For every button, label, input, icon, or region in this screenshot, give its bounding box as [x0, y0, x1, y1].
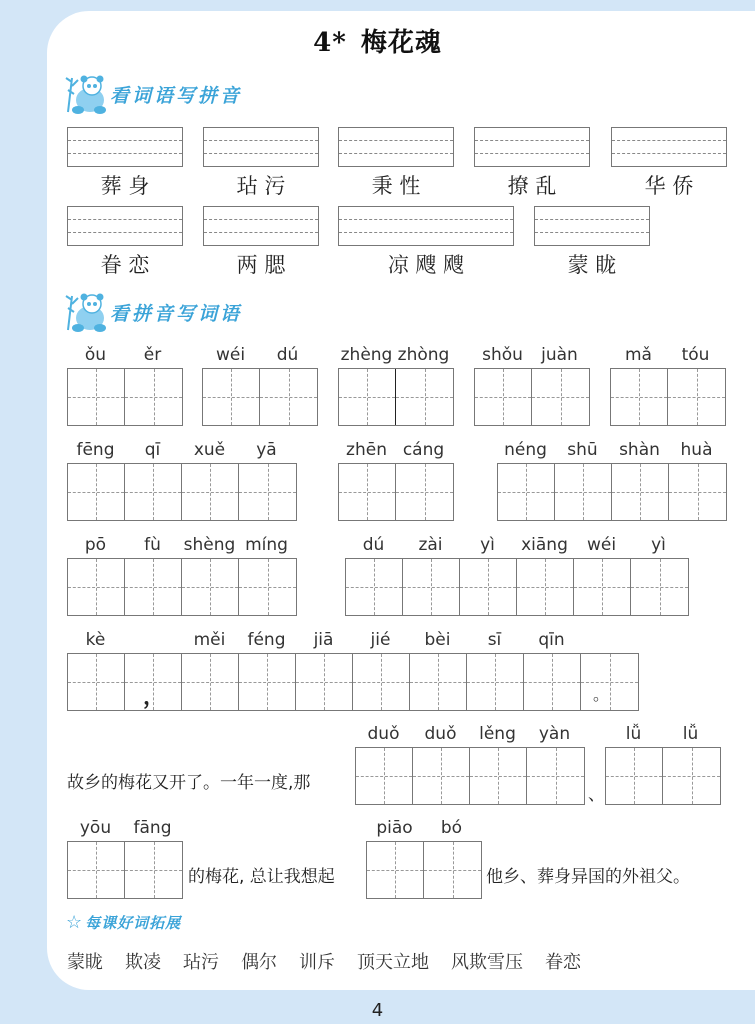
pinyin-syllable: dú — [276, 345, 299, 365]
pinyin-label-group — [474, 345, 588, 365]
character-grid[interactable] — [338, 368, 454, 426]
pinyin-input-box[interactable] — [611, 127, 727, 167]
pinyin-syllable: zhēn — [346, 440, 387, 460]
pinyin-syllable: huà — [680, 440, 713, 460]
pinyin-syllable: dú — [362, 535, 385, 555]
pinyin-syllable: míng — [245, 535, 288, 555]
extension-word: 偶尔 — [241, 952, 277, 973]
word-chars: 两 腮 — [236, 253, 286, 277]
character-grid[interactable] — [605, 747, 721, 805]
pinyin-syllable: yàn — [538, 724, 571, 744]
extension-word: 训斥 — [299, 952, 335, 973]
pinyin-syllable: wéi — [215, 345, 246, 365]
character-grid[interactable] — [67, 558, 297, 616]
pinyin-syllable: zài — [418, 535, 443, 555]
pinyin-syllable: xuě — [193, 440, 226, 460]
pinyin-label-group — [67, 630, 637, 650]
page-title — [0, 22, 755, 59]
pinyin-label-group — [345, 535, 687, 555]
pinyin-syllable: sī — [487, 630, 502, 650]
pinyin-label-group — [67, 535, 295, 555]
pinyin-label-group — [338, 440, 452, 460]
extension-word: 风欺雪压 — [451, 952, 523, 973]
pinyin-syllable: duǒ — [367, 724, 400, 744]
pinyin-syllable: féng — [247, 630, 286, 650]
extension-word: 眷恋 — [545, 952, 581, 973]
pinyin-syllable: ǒu — [84, 345, 107, 365]
pinyin-syllable: lǚ — [625, 724, 642, 744]
extension-word: 蒙眬 — [67, 952, 103, 973]
character-grid[interactable] — [67, 841, 183, 899]
character-grid[interactable] — [474, 368, 590, 426]
character-grid[interactable] — [338, 463, 454, 521]
word-chars: 葬 身 — [100, 174, 150, 198]
character-grid[interactable] — [67, 653, 639, 711]
word-chars: 撩 乱 — [507, 174, 557, 198]
pinyin-syllable: zhèng — [340, 345, 393, 365]
pinyin-syllable: yōu — [79, 818, 112, 838]
section-label: 看拼音写词语 — [110, 302, 243, 325]
sentence-suffix: 他乡、葬身异国的外祖父。 — [486, 867, 690, 887]
pinyin-label-group — [67, 440, 295, 460]
pinyin-input-box[interactable] — [67, 206, 183, 246]
panda-bamboo-icon — [64, 290, 108, 334]
section-header-write-pinyin — [64, 72, 242, 116]
pinyin-label-group — [67, 818, 181, 838]
pinyin-syllable: piāo — [376, 818, 413, 838]
character-grid[interactable] — [355, 747, 585, 805]
character-grid[interactable] — [366, 841, 482, 899]
word-chars: 眷 恋 — [100, 253, 150, 277]
pinyin-label-group — [605, 724, 719, 744]
pinyin-label-group — [202, 345, 316, 365]
character-grid[interactable] — [67, 463, 297, 521]
character-grid[interactable] — [345, 558, 689, 616]
comma-mark: ， — [143, 685, 166, 710]
pinyin-syllable: shèng — [183, 535, 236, 555]
pinyin-syllable: kè — [85, 630, 106, 650]
pinyin-syllable: bó — [440, 818, 463, 838]
pinyin-label-group — [366, 818, 480, 838]
extension-word-list — [67, 948, 603, 974]
word-chars: 华 侨 — [644, 174, 694, 198]
pinyin-syllable: jiā — [313, 630, 334, 650]
pinyin-label-group — [338, 345, 452, 365]
pinyin-syllable: zhòng — [397, 345, 450, 365]
pinyin-syllable: jié — [370, 630, 391, 650]
pinyin-syllable: lǚ — [682, 724, 699, 744]
pinyin-syllable: yì — [651, 535, 666, 555]
page-number: 4 — [371, 1000, 384, 1021]
pinyin-syllable: yā — [256, 440, 277, 460]
lesson-number: 4* — [313, 28, 347, 58]
pinyin-syllable: duǒ — [424, 724, 457, 744]
pinyin-syllable: shǒu — [482, 345, 523, 365]
pinyin-syllable: pō — [84, 535, 107, 555]
word-chars: 蒙 眬 — [567, 253, 617, 277]
pinyin-syllable: qīn — [538, 630, 565, 650]
pinyin-syllable: shū — [567, 440, 598, 460]
pinyin-syllable: xiāng — [521, 535, 568, 555]
extension-header — [66, 912, 181, 933]
word-chars: 玷 污 — [236, 174, 286, 198]
sentence-middle: 的梅花, 总让我想起 — [188, 867, 335, 887]
separator-mark: 、 — [588, 785, 605, 805]
extension-word: 玷污 — [183, 952, 219, 973]
pinyin-input-box[interactable] — [534, 206, 650, 246]
pinyin-syllable: wéi — [586, 535, 617, 555]
pinyin-label-group — [497, 440, 725, 460]
pinyin-syllable: ěr — [143, 345, 162, 365]
character-grid[interactable] — [67, 368, 183, 426]
pinyin-syllable: néng — [504, 440, 547, 460]
pinyin-syllable: juàn — [541, 345, 578, 365]
extension-label: 每课好词拓展 — [85, 914, 182, 932]
word-chars: 秉 性 — [371, 174, 421, 198]
pinyin-label-group — [67, 345, 181, 365]
star-icon: ☆ — [66, 912, 84, 933]
pinyin-input-box[interactable] — [338, 127, 454, 167]
character-grid[interactable] — [610, 368, 726, 426]
section-header-write-words — [64, 290, 242, 334]
pinyin-input-box[interactable] — [474, 127, 590, 167]
pinyin-input-box[interactable] — [203, 206, 319, 246]
extension-word: 顶天立地 — [357, 952, 429, 973]
pinyin-syllable: fāng — [133, 818, 172, 838]
word-chars: 凉 飕 飕 — [387, 253, 465, 277]
pinyin-syllable: mǎ — [625, 345, 652, 365]
character-grid[interactable] — [202, 368, 318, 426]
pinyin-syllable: cáng — [402, 440, 445, 460]
pinyin-syllable: fù — [144, 535, 161, 555]
pinyin-input-box[interactable] — [338, 206, 514, 246]
pinyin-syllable: lěng — [479, 724, 516, 744]
pinyin-syllable — [124, 630, 181, 650]
pinyin-syllable: yì — [480, 535, 495, 555]
panda-bamboo-icon — [64, 72, 108, 116]
sentence-prefix: 故乡的梅花又开了。一年一度,那 — [67, 773, 311, 793]
pinyin-syllable — [580, 630, 637, 650]
pinyin-label-group — [610, 345, 724, 365]
extension-word: 欺凌 — [125, 952, 161, 973]
pinyin-syllable: fēng — [76, 440, 115, 460]
pinyin-syllable: bèi — [424, 630, 451, 650]
character-grid[interactable] — [497, 463, 727, 521]
period-mark: 。 — [593, 685, 610, 704]
pinyin-syllable: měi — [193, 630, 226, 650]
pinyin-syllable: qī — [144, 440, 161, 460]
pinyin-input-box[interactable] — [67, 127, 183, 167]
pinyin-syllable: shàn — [619, 440, 660, 460]
pinyin-syllable: tóu — [681, 345, 710, 365]
pinyin-label-group — [355, 724, 583, 744]
pinyin-input-box[interactable] — [203, 127, 319, 167]
lesson-title: 梅花魂 — [360, 28, 442, 58]
section-label: 看词语写拼音 — [110, 84, 243, 107]
